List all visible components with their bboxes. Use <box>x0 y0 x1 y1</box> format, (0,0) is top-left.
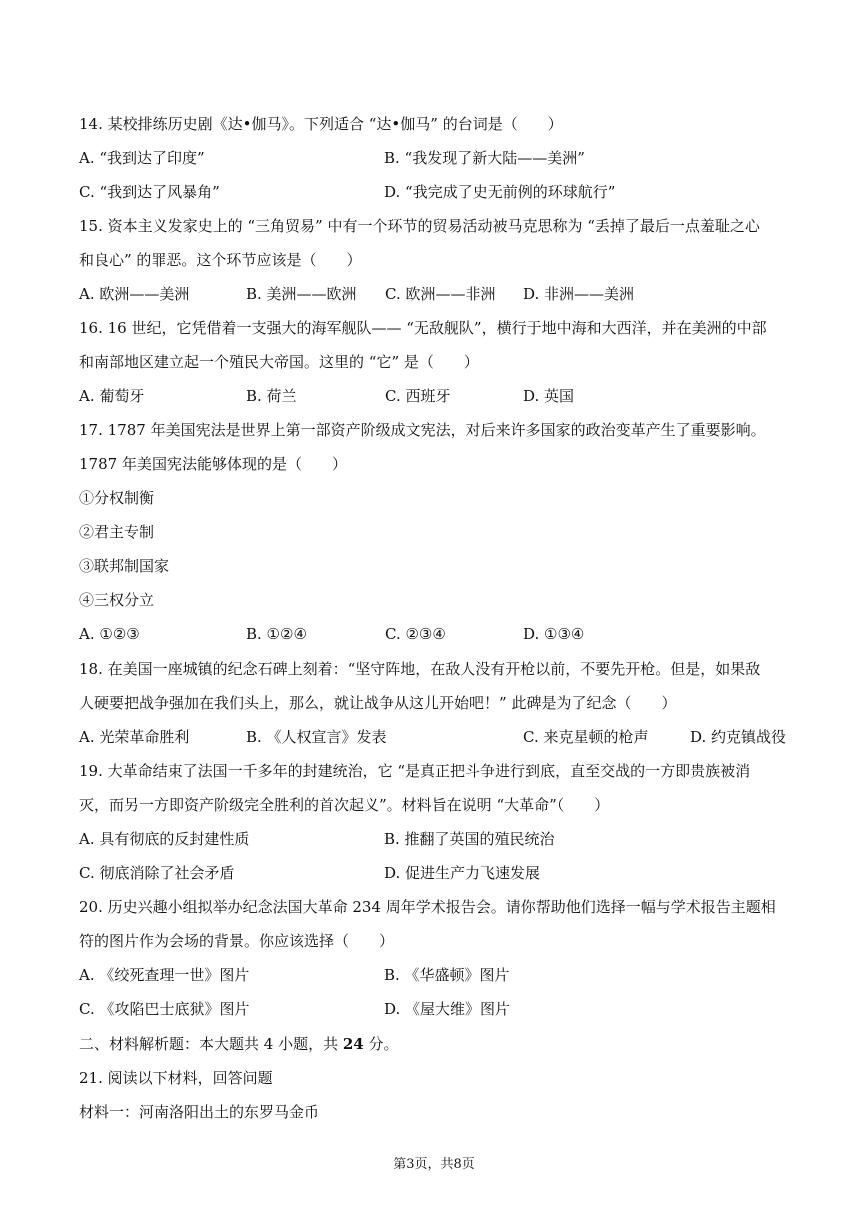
question-19-stem-line1: 19. 大革命结束了法国一千多年的封建统治，它 “是真正把斗争进行到底，直至交战的一方即贵族被消 <box>79 762 751 780</box>
question-18-option-c: C. 来克星顿的枪声 <box>523 728 649 746</box>
question-21-material-1: 材料一：河南洛阳出土的东罗马金币 <box>79 1103 320 1121</box>
question-17-item-3: ③联邦制国家 <box>79 557 170 575</box>
question-15-option-c: C. 欧洲——非洲 <box>385 285 496 303</box>
question-14-stem: 14. 某校排练历史剧《达•伽马》。下列适合 “达•伽马” 的台词是（ ） <box>79 115 563 133</box>
question-17-stem-line1: 17. 1787 年美国宪法是世界上第一部资产阶级成文宪法，对后来许多国家的政治变革产生了重要影响。 <box>79 421 766 439</box>
question-17-option-d: D. ①③④ <box>523 625 585 643</box>
question-15-option-a: A. 欧洲——美洲 <box>79 285 190 303</box>
question-20-option-a: A. 《绞死查理一世》图片 <box>79 966 250 984</box>
question-14-option-d: D. “我完成了史无前例的环球航行” <box>384 183 616 201</box>
question-19-stem-line2: 灭，而另一方即资产阶级完全胜利的首次起义”。材料旨在说明 “大革命”（ ） <box>79 796 610 814</box>
question-18-option-d: D. 约克镇战役 <box>690 728 787 746</box>
question-20-option-c: C. 《攻陷巴士底狱》图片 <box>79 1000 250 1018</box>
question-16-stem-line2: 和南部地区建立起一个殖民大帝国。这里的 “它” 是（ ） <box>79 353 479 371</box>
question-19-option-b: B. 推翻了英国的殖民统治 <box>384 830 555 848</box>
question-19-option-a: A. 具有彻底的反封建性质 <box>79 830 250 848</box>
section-2-title-suffix: 分。 <box>363 1035 399 1053</box>
question-21-stem: 21. 阅读以下材料，回答问题 <box>79 1069 273 1087</box>
question-16-option-a: A. 葡萄牙 <box>79 387 145 405</box>
question-17-option-c: C. ②③④ <box>385 625 446 643</box>
question-17-item-1: ①分权制衡 <box>79 489 155 507</box>
question-14-option-a: A. “我到达了印度” <box>79 149 205 167</box>
question-15-option-b: B. 美洲——欧洲 <box>246 285 357 303</box>
question-19-option-c: C. 彻底消除了社会矛盾 <box>79 864 235 882</box>
question-20-stem-line2: 符的图片作为会场的背景。你应该选择（ ） <box>79 932 395 950</box>
question-20-option-b: B. 《华盛顿》图片 <box>384 966 510 984</box>
question-17-stem-line2: 1787 年美国宪法能够体现的是（ ） <box>79 455 347 473</box>
question-20-stem-line1: 20. 历史兴趣小组拟举办纪念法国大革命 234 周年学术报告会。请你帮助他们选择一幅与学术报告主题相 <box>79 898 776 916</box>
question-16-option-b: B. 荷兰 <box>246 387 297 405</box>
question-18-stem-line1: 18. 在美国一座城镇的纪念石碑上刻着：“坚守阵地，在敌人没有开枪以前，不要先开枪。但是，如果敌 <box>79 660 761 678</box>
question-17-item-4: ④三权分立 <box>79 591 155 609</box>
question-18-stem-line2: 人硬要把战争强加在我们头上，那么，就让战争从这儿开始吧！” 此碑是为了纪念（ ） <box>79 694 677 712</box>
section-2-total-score: 24 <box>342 1035 364 1053</box>
page-number-footer: 第3页，共8页 <box>393 1157 475 1172</box>
question-17-item-2: ②君主专制 <box>79 523 155 541</box>
question-15-option-d: D. 非洲——美洲 <box>523 285 635 303</box>
question-20-option-d: D. 《屋大维》图片 <box>384 1000 511 1018</box>
section-2-title <box>79 1034 399 1054</box>
question-14-option-c: C. “我到达了风暴角” <box>79 183 220 201</box>
question-16-stem-line1: 16. 16 世纪，它凭借着一支强大的海军舰队—— “无敌舰队”，横行于地中海和大西洋，并在美洲的中部 <box>79 319 767 337</box>
question-17-option-b: B. ①②④ <box>246 625 307 643</box>
question-18-option-a: A. 光荣革命胜利 <box>79 728 190 746</box>
section-2-title-prefix: 二、材料解析题：本大题共 4 小题，共 <box>79 1035 343 1053</box>
question-16-option-c: C. 西班牙 <box>385 387 451 405</box>
question-19-option-d: D. 促进生产力飞速发展 <box>384 864 541 882</box>
question-14-option-b: B. “我发现了新大陆——美洲” <box>384 149 585 167</box>
question-18-option-b: B. 《人权宣言》发表 <box>246 728 387 746</box>
question-15-stem-line2: 和良心” 的罪恶。这个环节应该是（ ） <box>79 251 362 269</box>
question-15-stem-line1: 15. 资本主义发家史上的 “三角贸易” 中有一个环节的贸易活动被马克思称为 “丢掉了最后一点羞耻之心 <box>79 217 760 235</box>
question-17-option-a: A. ①②③ <box>79 625 140 643</box>
question-16-option-d: D. 英国 <box>523 387 575 405</box>
